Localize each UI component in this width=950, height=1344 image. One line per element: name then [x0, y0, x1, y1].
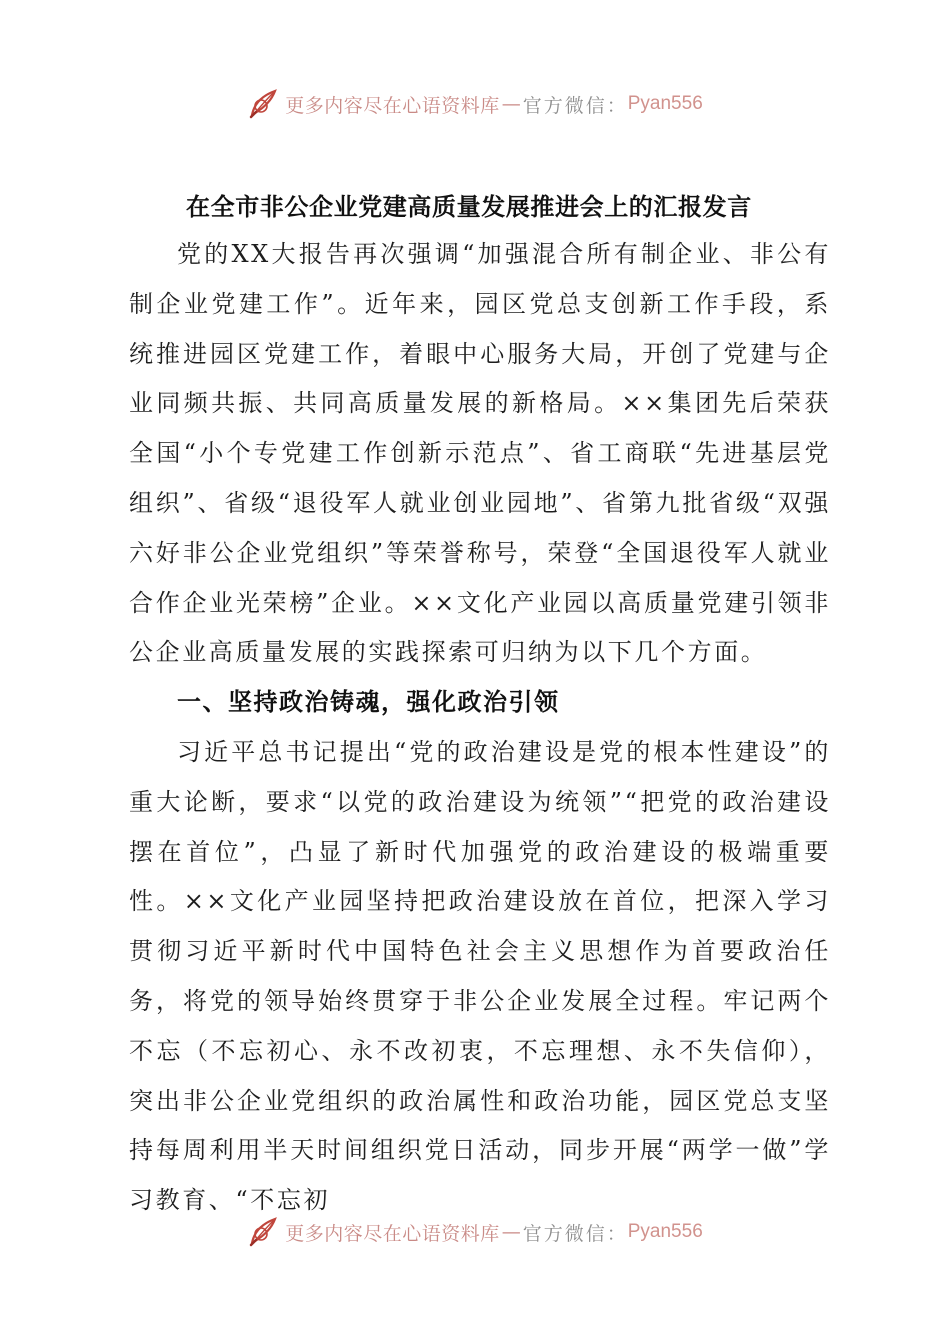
- paragraph-section-1: 习近平总书记提出“党的政治建设是党的根本性建设”的重大论断，要求“以党的政治建设为统领”“把党的政治建设摆在首位”，凸显了新时代加强党的政治建设的极端重要性。××文化产业园坚持把政治建设放在首位，把深入学习贯彻习近平新时代中国特色社会主义思想作为首要政治任务，将党的领导始终贯穿于非公企业发展全过程。牢记两个不忘（不忘初心、永不改初衷，不忘理想、永不失信仰），突出非公企业党组织的政治属性和政治功能，园区党总支坚持每周利用半天时间组织党日活动，同步开展“两学一做”学习教育、“不忘初: [129, 737, 831, 1215]
- quill-pen-logo-icon: [247, 1215, 281, 1249]
- watermark-brand-text: 更多内容尽在心语资料库: [285, 94, 500, 117]
- quill-pen-logo-icon: [247, 87, 281, 121]
- watermark-official-label: 官方微信：: [522, 94, 628, 117]
- document-title: 在全市非公企业党建高质量发展推进会上的汇报发言: [186, 193, 752, 221]
- paragraph-intro: 党的XX大报告再次强调“加强混合所有制企业、非公有制企业党建工作”。近年来，园区党总支创新工作手段，系统推进园区党建工作，着眼中心服务大局，开创了党建与企业同频共振、共同高质量发展的新格局。××集团先后荣获全国“小个专党建工作创新示范点”、省工商联“先进基层党组织”、省级“退役军人就业创业园地”、省第九批省级“双强六好非公企业党组织”等荣誉称号，荣登“全国退役军人就业合作企业光荣榜”企业。××文化产业园以高质量党建引领非公企业高质量发展的实践探索可归纳为以下几个方面。: [129, 240, 831, 667]
- watermark-banner-bottom: [0, 1212, 950, 1252]
- watermark-brand-text: 更多内容尽在心语资料库: [285, 1222, 500, 1245]
- watermark-wechat-id: Pyan556: [627, 93, 703, 114]
- watermark-banner-top: [0, 84, 950, 124]
- watermark-separator: —: [501, 1221, 521, 1243]
- section-heading-1: 一、坚持政治铸魂，强化政治引领: [177, 688, 560, 717]
- watermark-wechat-id: Pyan556: [627, 1221, 703, 1242]
- watermark-official-label: 官方微信：: [522, 1222, 628, 1245]
- watermark-separator: —: [501, 93, 521, 115]
- document-body: [129, 184, 831, 1226]
